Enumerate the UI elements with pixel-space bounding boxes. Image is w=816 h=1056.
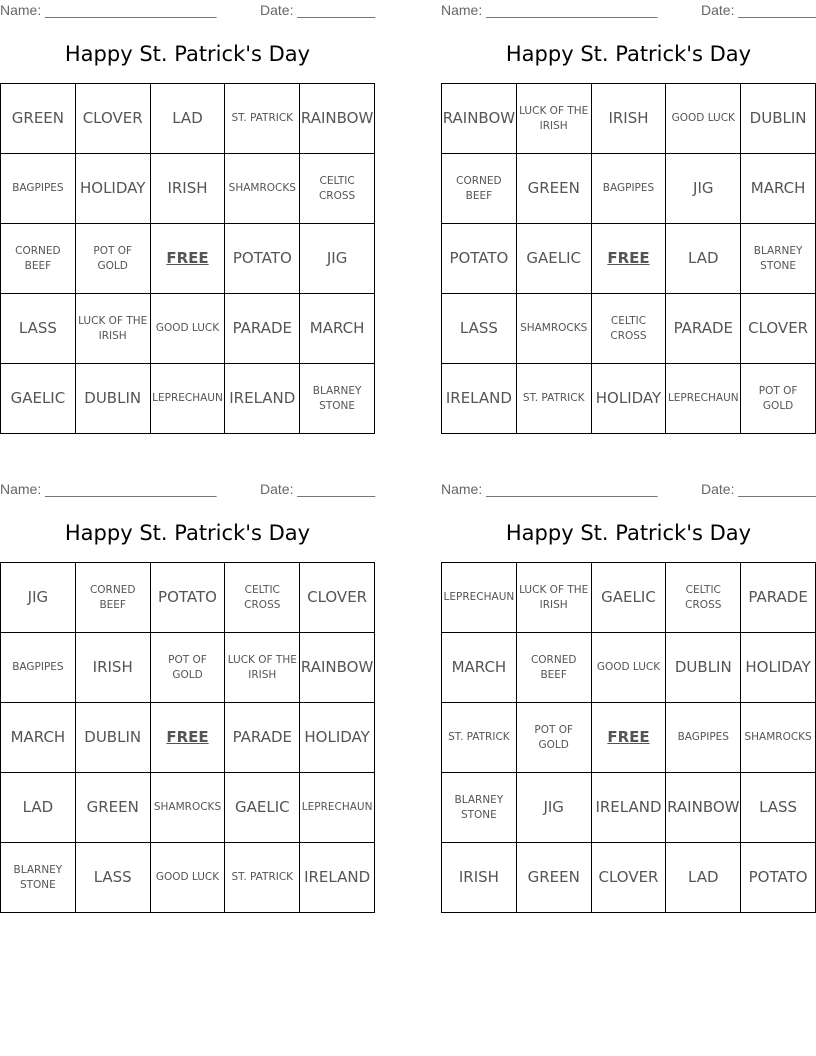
- free-space: FREE: [592, 224, 667, 294]
- bingo-cell: CLOVER: [76, 84, 151, 154]
- bingo-cell: POTATO: [741, 843, 816, 913]
- bingo-cell: LEPRECHAUN: [666, 364, 741, 434]
- bingo-cell: IRISH: [592, 84, 667, 154]
- bingo-cell: CORNED BEEF: [442, 154, 517, 224]
- bingo-cell: BAGPIPES: [666, 703, 741, 773]
- bingo-cell: GREEN: [517, 154, 592, 224]
- bingo-cell: LASS: [442, 294, 517, 364]
- free-space: FREE: [151, 224, 226, 294]
- bingo-cell: CORNED BEEF: [76, 563, 151, 633]
- bingo-grid: [0, 83, 375, 434]
- bingo-cell: IRISH: [442, 843, 517, 913]
- bingo-cell: CORNED BEEF: [1, 224, 76, 294]
- bingo-grid: [0, 562, 375, 913]
- bingo-grid: [441, 83, 816, 434]
- name-field: Name: ______________________: [441, 481, 658, 497]
- bingo-cell: GAELIC: [225, 773, 300, 843]
- bingo-cell: CELTIC CROSS: [592, 294, 667, 364]
- bingo-cell: GOOD LUCK: [151, 294, 226, 364]
- bingo-cell: RAINBOW: [300, 633, 375, 703]
- bingo-cell: LUCK OF THE IRISH: [517, 84, 592, 154]
- bingo-cell: JIG: [300, 224, 375, 294]
- bingo-cell: GAELIC: [592, 563, 667, 633]
- date-field: Date: __________: [260, 2, 376, 18]
- bingo-cell: LASS: [1, 294, 76, 364]
- bingo-cell: ST. PATRICK: [442, 703, 517, 773]
- bingo-cell: CLOVER: [741, 294, 816, 364]
- date-field: Date: __________: [260, 481, 376, 497]
- bingo-cell: IRELAND: [300, 843, 375, 913]
- bingo-cell: CELTIC CROSS: [225, 563, 300, 633]
- bingo-cell: SHAMROCKS: [225, 154, 300, 224]
- bingo-cell: LUCK OF THE IRISH: [76, 294, 151, 364]
- bingo-cell: LEPRECHAUN: [151, 364, 226, 434]
- bingo-cell: POT OF GOLD: [151, 633, 226, 703]
- bingo-cell: CELTIC CROSS: [666, 563, 741, 633]
- bingo-cell: SHAMROCKS: [741, 703, 816, 773]
- card-title: Happy St. Patrick's Day: [64, 42, 311, 66]
- bingo-cell: POT OF GOLD: [76, 224, 151, 294]
- date-field: Date: __________: [701, 2, 816, 18]
- bingo-cell: RAINBOW: [666, 773, 741, 843]
- bingo-cell: DUBLIN: [666, 633, 741, 703]
- bingo-cell: PARADE: [666, 294, 741, 364]
- bingo-cell: MARCH: [300, 294, 375, 364]
- bingo-cell: JIG: [1, 563, 76, 633]
- bingo-cell: GOOD LUCK: [666, 84, 741, 154]
- bingo-cell: ST. PATRICK: [225, 843, 300, 913]
- bingo-cell: LUCK OF THE IRISH: [225, 633, 300, 703]
- bingo-cell: PARADE: [225, 703, 300, 773]
- bingo-cell: MARCH: [1, 703, 76, 773]
- bingo-cell: IRISH: [151, 154, 226, 224]
- bingo-cell: BAGPIPES: [592, 154, 667, 224]
- bingo-cell: CELTIC CROSS: [300, 154, 375, 224]
- bingo-cell: DUBLIN: [76, 364, 151, 434]
- card-header: [441, 481, 816, 499]
- bingo-cell: LAD: [666, 224, 741, 294]
- bingo-cell: PARADE: [225, 294, 300, 364]
- bingo-cell: GOOD LUCK: [151, 843, 226, 913]
- bingo-cell: GAELIC: [1, 364, 76, 434]
- bingo-cell: RAINBOW: [300, 84, 375, 154]
- bingo-cell: LEPRECHAUN: [300, 773, 375, 843]
- bingo-cell: DUBLIN: [76, 703, 151, 773]
- bingo-cell: GOOD LUCK: [592, 633, 667, 703]
- bingo-cell: LASS: [741, 773, 816, 843]
- bingo-cell: RAINBOW: [442, 84, 517, 154]
- bingo-cell: BLARNEY STONE: [300, 364, 375, 434]
- bingo-cell: GREEN: [1, 84, 76, 154]
- bingo-cell: IRELAND: [225, 364, 300, 434]
- bingo-cell: BLARNEY STONE: [741, 224, 816, 294]
- bingo-cell: ST. PATRICK: [517, 364, 592, 434]
- bingo-cell: CLOVER: [592, 843, 667, 913]
- name-field: Name: ______________________: [0, 481, 217, 497]
- bingo-cell: MARCH: [741, 154, 816, 224]
- bingo-cell: LUCK OF THE IRISH: [517, 563, 592, 633]
- bingo-cell: IRELAND: [442, 364, 517, 434]
- bingo-cell: IRELAND: [592, 773, 667, 843]
- date-field: Date: __________: [701, 481, 816, 497]
- bingo-cell: ST. PATRICK: [225, 84, 300, 154]
- card-title: Happy St. Patrick's Day: [505, 521, 752, 545]
- card-title: Happy St. Patrick's Day: [505, 42, 752, 66]
- bingo-cell: MARCH: [442, 633, 517, 703]
- free-space: FREE: [592, 703, 667, 773]
- name-field: Name: ______________________: [0, 2, 217, 18]
- bingo-cell: PARADE: [741, 563, 816, 633]
- bingo-cell: GREEN: [517, 843, 592, 913]
- free-space: FREE: [151, 703, 226, 773]
- name-field: Name: ______________________: [441, 2, 658, 18]
- bingo-cell: HOLIDAY: [300, 703, 375, 773]
- bingo-cell: POT OF GOLD: [741, 364, 816, 434]
- bingo-cell: GAELIC: [517, 224, 592, 294]
- bingo-cell: POTATO: [151, 563, 226, 633]
- card-header: [441, 2, 816, 20]
- bingo-grid: [441, 562, 816, 913]
- bingo-cell: SHAMROCKS: [151, 773, 226, 843]
- card-header: [0, 481, 375, 499]
- bingo-cell: BLARNEY STONE: [1, 843, 76, 913]
- bingo-cell: IRISH: [76, 633, 151, 703]
- bingo-cell: JIG: [517, 773, 592, 843]
- bingo-cell: POTATO: [442, 224, 517, 294]
- bingo-cell: LAD: [1, 773, 76, 843]
- bingo-cell: GREEN: [76, 773, 151, 843]
- bingo-cell: LASS: [76, 843, 151, 913]
- bingo-cell: HOLIDAY: [741, 633, 816, 703]
- bingo-cell: POTATO: [225, 224, 300, 294]
- card-title: Happy St. Patrick's Day: [64, 521, 311, 545]
- bingo-cell: HOLIDAY: [76, 154, 151, 224]
- bingo-cell: HOLIDAY: [592, 364, 667, 434]
- bingo-cell: DUBLIN: [741, 84, 816, 154]
- bingo-cell: POT OF GOLD: [517, 703, 592, 773]
- bingo-cell: JIG: [666, 154, 741, 224]
- bingo-cell: SHAMROCKS: [517, 294, 592, 364]
- bingo-cell: LEPRECHAUN: [442, 563, 517, 633]
- bingo-cell: BAGPIPES: [1, 154, 76, 224]
- bingo-cell: LAD: [666, 843, 741, 913]
- bingo-cell: LAD: [151, 84, 226, 154]
- bingo-cell: BAGPIPES: [1, 633, 76, 703]
- bingo-cell: CLOVER: [300, 563, 375, 633]
- bingo-cell: BLARNEY STONE: [442, 773, 517, 843]
- card-header: [0, 2, 375, 20]
- bingo-cell: CORNED BEEF: [517, 633, 592, 703]
